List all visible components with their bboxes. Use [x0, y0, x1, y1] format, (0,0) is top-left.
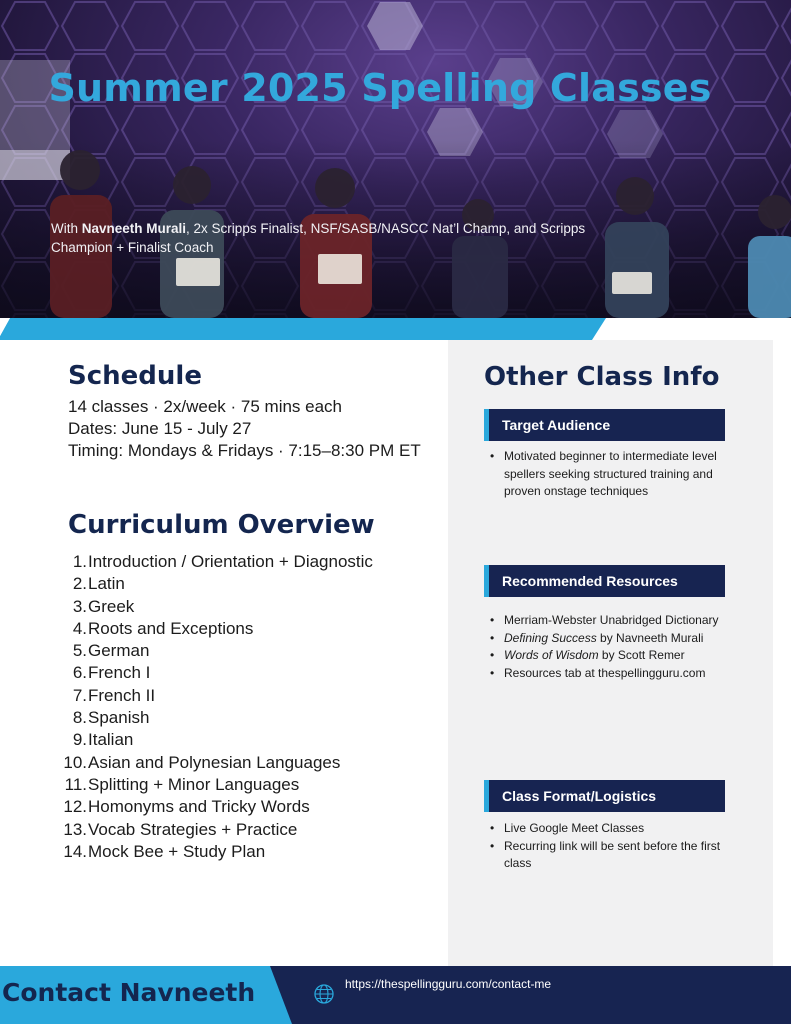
resources-list — [490, 612, 745, 682]
list-item — [60, 752, 440, 774]
list-item — [60, 618, 440, 640]
contact-heading: Contact Navneeth — [2, 978, 256, 1007]
contact-link[interactable]: https://thespellingguru.com/contact-me — [345, 977, 552, 991]
schedule-line: 14 classes · 2x/week · 75 mins each — [68, 397, 343, 416]
logistics-list — [490, 820, 745, 873]
logistics-badge: Class Format/Logistics — [484, 780, 725, 812]
list-item — [60, 685, 440, 707]
item-text: Mock Bee + Study Plan — [88, 841, 266, 861]
item-number: 3. — [72, 596, 87, 616]
item-text: Splitting + Minor Languages — [88, 774, 300, 794]
schedule-line: Dates: June 15 - July 27 — [68, 419, 252, 438]
item-text: Latin — [88, 574, 125, 594]
item-number: 14. — [63, 841, 87, 861]
resources-badge: Recommended Resources — [484, 565, 725, 597]
list-item — [490, 647, 745, 665]
curriculum-heading: Curriculum Overview — [68, 510, 375, 540]
target-audience-badge: Target Audience — [484, 409, 725, 441]
item-text: Vocab Strategies + Practice — [88, 819, 298, 839]
list-item — [60, 796, 440, 818]
list-item — [60, 729, 440, 751]
item-number: 11. — [64, 774, 87, 794]
list-item — [60, 819, 440, 841]
target-audience-list — [490, 448, 745, 501]
item-number: 2. — [72, 574, 87, 594]
list-item — [60, 841, 440, 863]
list-item — [60, 774, 440, 796]
other-info-heading: Other Class Info — [484, 362, 720, 392]
item-text: Roots and Exceptions — [88, 618, 254, 638]
page-title: Summer 2025 Spelling Classes — [48, 66, 712, 110]
item-text: French I — [88, 663, 151, 683]
list-item: • Merriam-Webster Unabridged Dictionary — [490, 612, 745, 630]
item-text: Homonyms and Tricky Words — [88, 797, 310, 817]
schedule-line: Timing: Mondays & Fridays · 7:15–8:30 PM ET — [68, 441, 421, 460]
list-item — [60, 640, 440, 662]
list-item: • Motivated beginner to intermediate level spellers seeking structured training and proven onstage techniques — [490, 448, 745, 501]
list-item — [60, 573, 440, 595]
item-text: Greek — [88, 596, 135, 616]
list-item — [60, 707, 440, 729]
list-item — [60, 551, 440, 573]
list-item: • Live Google Meet Classes — [490, 820, 745, 838]
item-number: 4. — [72, 618, 87, 638]
hero-banner — [0, 0, 791, 318]
item-number: 1. — [72, 552, 87, 571]
item-text: Asian and Polynesian Languages — [88, 752, 341, 772]
schedule-details — [68, 396, 438, 462]
list-item — [60, 662, 440, 684]
list-item — [60, 596, 440, 618]
instructor-name: Navneeth Murali — [81, 221, 187, 236]
globe-icon — [314, 984, 334, 1004]
item-text: Introduction / Orientation + Diagnostic — [88, 552, 373, 571]
item-number: 6. — [72, 663, 87, 683]
item-text: Italian — [88, 730, 134, 750]
list-item: • Recurring link will be sent before the first class — [490, 838, 745, 873]
book-title: Words of Wisdom — [504, 648, 599, 662]
item-text: Spanish — [88, 708, 150, 728]
list-item — [490, 630, 745, 648]
item-number: 8. — [72, 708, 87, 728]
book-title: Defining Success — [504, 630, 597, 645]
item-number: 9. — [72, 730, 87, 750]
item-number: 10. — [63, 752, 87, 772]
book-author: by Navneeth Murali — [596, 630, 704, 645]
schedule-heading: Schedule — [68, 361, 202, 391]
curriculum-list — [60, 551, 440, 863]
list-item: • Resources tab at thespellingguru.com — [490, 665, 745, 683]
item-text: French II — [88, 685, 156, 705]
item-number: 12. — [63, 797, 87, 817]
spellers-silhouettes — [0, 0, 791, 318]
item-number: 13. — [63, 819, 87, 839]
book-author: by Scott Remer — [598, 648, 685, 662]
item-number: 7. — [72, 685, 87, 705]
subtitle-prefix: With — [51, 221, 82, 236]
item-text: German — [88, 641, 150, 661]
item-number: 5. — [72, 641, 87, 661]
instructor-subtitle — [51, 219, 611, 257]
subtitle-suffix: , 2x Scripps Finalist, NSF/SASB/NASCC Nat’l Champ, and Scripps Champion + Finalist Coach — [51, 221, 586, 255]
